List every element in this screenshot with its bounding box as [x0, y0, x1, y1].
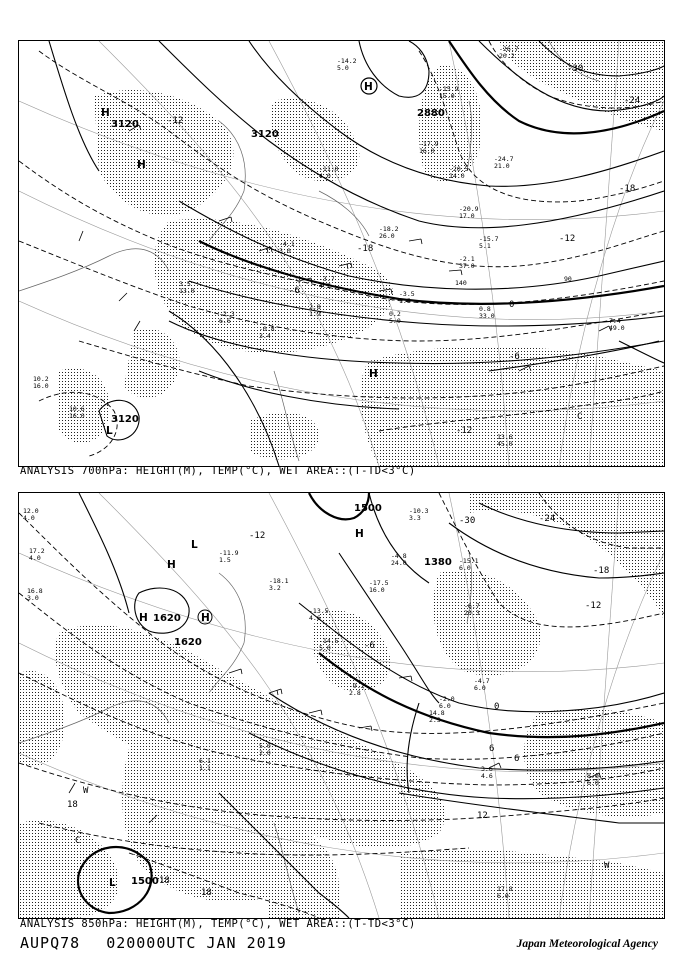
svg-text:4.0: 4.0 [23, 514, 35, 522]
station [219, 549, 239, 564]
svg-text:37.0: 37.0 [459, 262, 475, 270]
svg-text:-15.1: -15.1 [459, 557, 479, 565]
svg-text:-9.2: -9.2 [349, 682, 365, 690]
temp-label: -24 [539, 514, 556, 524]
height-label: 3120 [111, 119, 139, 130]
svg-text:1.5: 1.5 [219, 556, 231, 564]
temp-label: -18 [593, 566, 610, 576]
chart-code: AUPQ78 [20, 934, 81, 952]
temp-label: -18 [619, 184, 636, 194]
svg-text:10.2: 10.2 [33, 375, 49, 383]
svg-text:14.8: 14.8 [429, 709, 445, 717]
temp-label: 12 [477, 811, 488, 821]
svg-text:-20.5: -20.5 [449, 165, 469, 173]
temp-label: -24 [624, 96, 641, 106]
height-label: 1620 [174, 637, 202, 648]
svg-text:20.2: 20.2 [499, 52, 515, 60]
station [449, 165, 469, 180]
station [337, 57, 357, 72]
station [309, 303, 321, 318]
svg-text:3.5: 3.5 [179, 280, 191, 288]
svg-text:26.0: 26.0 [379, 232, 395, 240]
station [464, 602, 480, 617]
high-pressure-symbol: H [364, 81, 373, 93]
map-850hpa-svg [19, 493, 664, 918]
svg-text:3.4: 3.4 [259, 332, 271, 340]
svg-text:5.0: 5.0 [337, 64, 349, 72]
temp-label: -12 [167, 116, 184, 126]
svg-text:-2.0: -2.0 [439, 695, 455, 703]
svg-text:5.0: 5.0 [389, 317, 401, 325]
svg-text:16.0: 16.0 [369, 586, 385, 594]
svg-text:21.0: 21.0 [494, 162, 510, 170]
low-pressure-symbol: L [106, 425, 113, 437]
svg-text:-24.7: -24.7 [494, 155, 514, 163]
svg-text:17.2: 17.2 [29, 547, 45, 555]
temp-label: 18 [67, 800, 78, 810]
temp-label: -30 [567, 64, 584, 74]
svg-text:1.9: 1.9 [309, 310, 321, 318]
station [259, 742, 271, 757]
station [409, 507, 429, 522]
temp-label: -6 [289, 286, 300, 296]
svg-text:3.0: 3.0 [27, 594, 39, 602]
grid-label: 90 [564, 275, 572, 283]
svg-text:-3.7: -3.7 [319, 275, 335, 283]
station [459, 255, 475, 270]
svg-text:-11.0: -11.0 [319, 165, 339, 173]
station [369, 579, 389, 594]
station [587, 772, 599, 787]
svg-text:5.0: 5.0 [319, 644, 331, 652]
svg-text:-2.3: -2.3 [219, 310, 235, 318]
svg-text:8.0: 8.0 [587, 772, 599, 780]
high-pressure-symbol: H [167, 559, 176, 571]
height-label: 3120 [251, 129, 279, 140]
station [379, 225, 399, 240]
svg-text:4.6: 4.6 [481, 772, 493, 780]
station [389, 310, 401, 325]
svg-text:-18.2: -18.2 [379, 225, 399, 233]
svg-text:-14.5: -14.5 [319, 637, 339, 645]
svg-text:6.6: 6.6 [219, 317, 231, 325]
temp-label: W [83, 786, 89, 796]
station [459, 557, 479, 572]
station [349, 682, 365, 697]
svg-text:-20.9: -20.9 [459, 205, 479, 213]
temp-label: 0 [494, 702, 500, 712]
map-700hpa-svg [19, 41, 664, 466]
svg-text:24.0: 24.0 [391, 559, 407, 567]
high-pressure-symbol: H [369, 368, 378, 380]
svg-text:-18.1: -18.1 [269, 577, 289, 585]
station [474, 677, 490, 692]
panel-caption-850: ANALYSIS 850hPa: HEIGHT(M), TEMP(°C), WET AREA::(T-TD<3°C) [20, 918, 416, 930]
svg-text:16.0: 16.0 [33, 382, 49, 390]
temp-label: -12 [559, 234, 576, 244]
svg-text:4.0: 4.0 [29, 554, 41, 562]
svg-text:3.3: 3.3 [409, 514, 421, 522]
svg-text:5.1: 5.1 [479, 242, 491, 250]
svg-text:4.0: 4.0 [319, 172, 331, 180]
temp-label: -6 [509, 352, 520, 362]
station [479, 235, 499, 250]
temp-label: W [604, 861, 610, 871]
station [399, 290, 415, 305]
station [459, 205, 479, 220]
svg-text:13.6: 13.6 [497, 433, 513, 441]
svg-text:45.0: 45.0 [497, 440, 513, 448]
svg-text:6.1: 6.1 [199, 757, 211, 765]
svg-text:3.2: 3.2 [269, 584, 281, 592]
high-pressure-symbol: H [201, 612, 210, 624]
svg-text:-4.1: -4.1 [279, 240, 295, 248]
svg-text:7.4: 7.4 [609, 317, 621, 325]
station [609, 317, 625, 332]
svg-text:17.8: 17.8 [497, 885, 513, 893]
svg-text:4.6: 4.6 [309, 614, 321, 622]
station [29, 547, 45, 562]
svg-text:13.0: 13.0 [179, 287, 195, 295]
temp-label: 0 [509, 300, 515, 310]
station [199, 757, 211, 772]
station [481, 765, 493, 780]
chart-time: 020000UTC JAN 2019 [106, 934, 287, 952]
svg-text:4.7: 4.7 [319, 282, 331, 290]
height-label: 1500 [131, 876, 159, 887]
svg-text:-26.7: -26.7 [499, 45, 519, 53]
svg-text:3.0: 3.0 [279, 247, 291, 255]
temp-label: 18 [201, 888, 212, 898]
station [23, 507, 39, 522]
svg-text:-3.5: -3.5 [399, 290, 415, 298]
svg-text:-6.7: -6.7 [464, 602, 480, 610]
svg-text:-15.9: -15.9 [439, 85, 459, 93]
station [391, 552, 407, 567]
high-pressure-symbol: H [355, 528, 364, 540]
high-pressure-symbol: H [101, 107, 110, 119]
svg-text:-11.9: -11.9 [219, 549, 239, 557]
svg-text:17.0: 17.0 [459, 212, 475, 220]
station [439, 695, 455, 710]
svg-text:6.0: 6.0 [587, 779, 599, 787]
temp-label: -6 [364, 641, 375, 651]
svg-text:20.3: 20.3 [464, 609, 480, 617]
svg-text:49.0: 49.0 [609, 324, 625, 332]
chart-code-line [20, 934, 313, 952]
svg-text:-2.1: -2.1 [459, 255, 475, 263]
temp-label: C [75, 836, 81, 846]
svg-text:15.0: 15.0 [439, 92, 455, 100]
temp-label: C [577, 412, 583, 422]
height-label: 1620 [153, 613, 181, 624]
svg-text:-15.7: -15.7 [479, 235, 499, 243]
svg-text:12.0: 12.0 [23, 507, 39, 515]
svg-text:1.5: 1.5 [399, 297, 411, 305]
panel-caption-700: ANALYSIS 700hPa: HEIGHT(M), TEMP(°C), WET AREA::(T-TD<3°C) [20, 465, 416, 477]
svg-text:-4.8: -4.8 [391, 552, 407, 560]
height-label: 2880 [417, 108, 445, 119]
svg-text:2.8: 2.8 [309, 303, 321, 311]
svg-text:2.0: 2.0 [259, 749, 271, 757]
low-pressure-symbol: L [191, 539, 198, 551]
low-pressure-symbol: L [109, 877, 116, 889]
height-label: 3120 [111, 414, 139, 425]
svg-text:2.3: 2.3 [429, 716, 441, 724]
svg-text:2.8: 2.8 [349, 689, 361, 697]
temp-label: -30 [459, 516, 476, 526]
temp-label: 6 [489, 744, 495, 754]
station [33, 375, 49, 390]
svg-text:-4.7: -4.7 [474, 677, 490, 685]
grid-label: 140 [455, 279, 467, 287]
svg-text:16.0: 16.0 [419, 147, 435, 155]
svg-text:5.0: 5.0 [259, 742, 271, 750]
svg-text:33.0: 33.0 [479, 312, 495, 320]
station [69, 405, 85, 420]
station [269, 577, 289, 592]
station [494, 155, 514, 170]
svg-text:6.0: 6.0 [459, 564, 471, 572]
svg-text:-17.5: -17.5 [369, 579, 389, 587]
temp-label: -18 [357, 244, 374, 254]
map-panel-850hpa [18, 492, 665, 919]
temp-label: 18 [159, 876, 170, 886]
svg-text:3.6: 3.6 [481, 765, 493, 773]
svg-text:-17.9: -17.9 [419, 140, 439, 148]
temp-label: -12 [249, 531, 266, 541]
svg-text:-0.8: -0.8 [259, 325, 275, 333]
svg-text:-14.2: -14.2 [337, 57, 357, 65]
temp-label: -12 [585, 601, 602, 611]
height-label: 1380 [424, 557, 452, 568]
svg-text:16.8: 16.8 [27, 587, 43, 595]
svg-text:0.8: 0.8 [479, 305, 491, 313]
svg-text:6.0: 6.0 [497, 892, 509, 900]
high-pressure-symbol: H [137, 159, 146, 171]
station [479, 305, 495, 320]
station [27, 587, 43, 602]
svg-text:6.0: 6.0 [474, 684, 486, 692]
high-pressure-symbol: H [139, 612, 148, 624]
svg-text:6.0: 6.0 [439, 702, 451, 710]
temp-label: -12 [456, 426, 473, 436]
svg-text:1.1: 1.1 [199, 764, 211, 772]
svg-text:10.6: 10.6 [69, 405, 85, 413]
station [429, 709, 445, 724]
station [497, 433, 513, 448]
svg-text:16.0: 16.0 [69, 412, 85, 420]
svg-text:14.0: 14.0 [449, 172, 465, 180]
svg-text:-13.5: -13.5 [309, 607, 329, 615]
temp-label: 6 [514, 754, 520, 764]
map-panel-700hpa [18, 40, 665, 467]
height-label: 1500 [354, 503, 382, 514]
agency-name: Japan Meteorological Agency [516, 938, 658, 950]
svg-text:0.2: 0.2 [389, 310, 401, 318]
svg-text:-10.3: -10.3 [409, 507, 429, 515]
